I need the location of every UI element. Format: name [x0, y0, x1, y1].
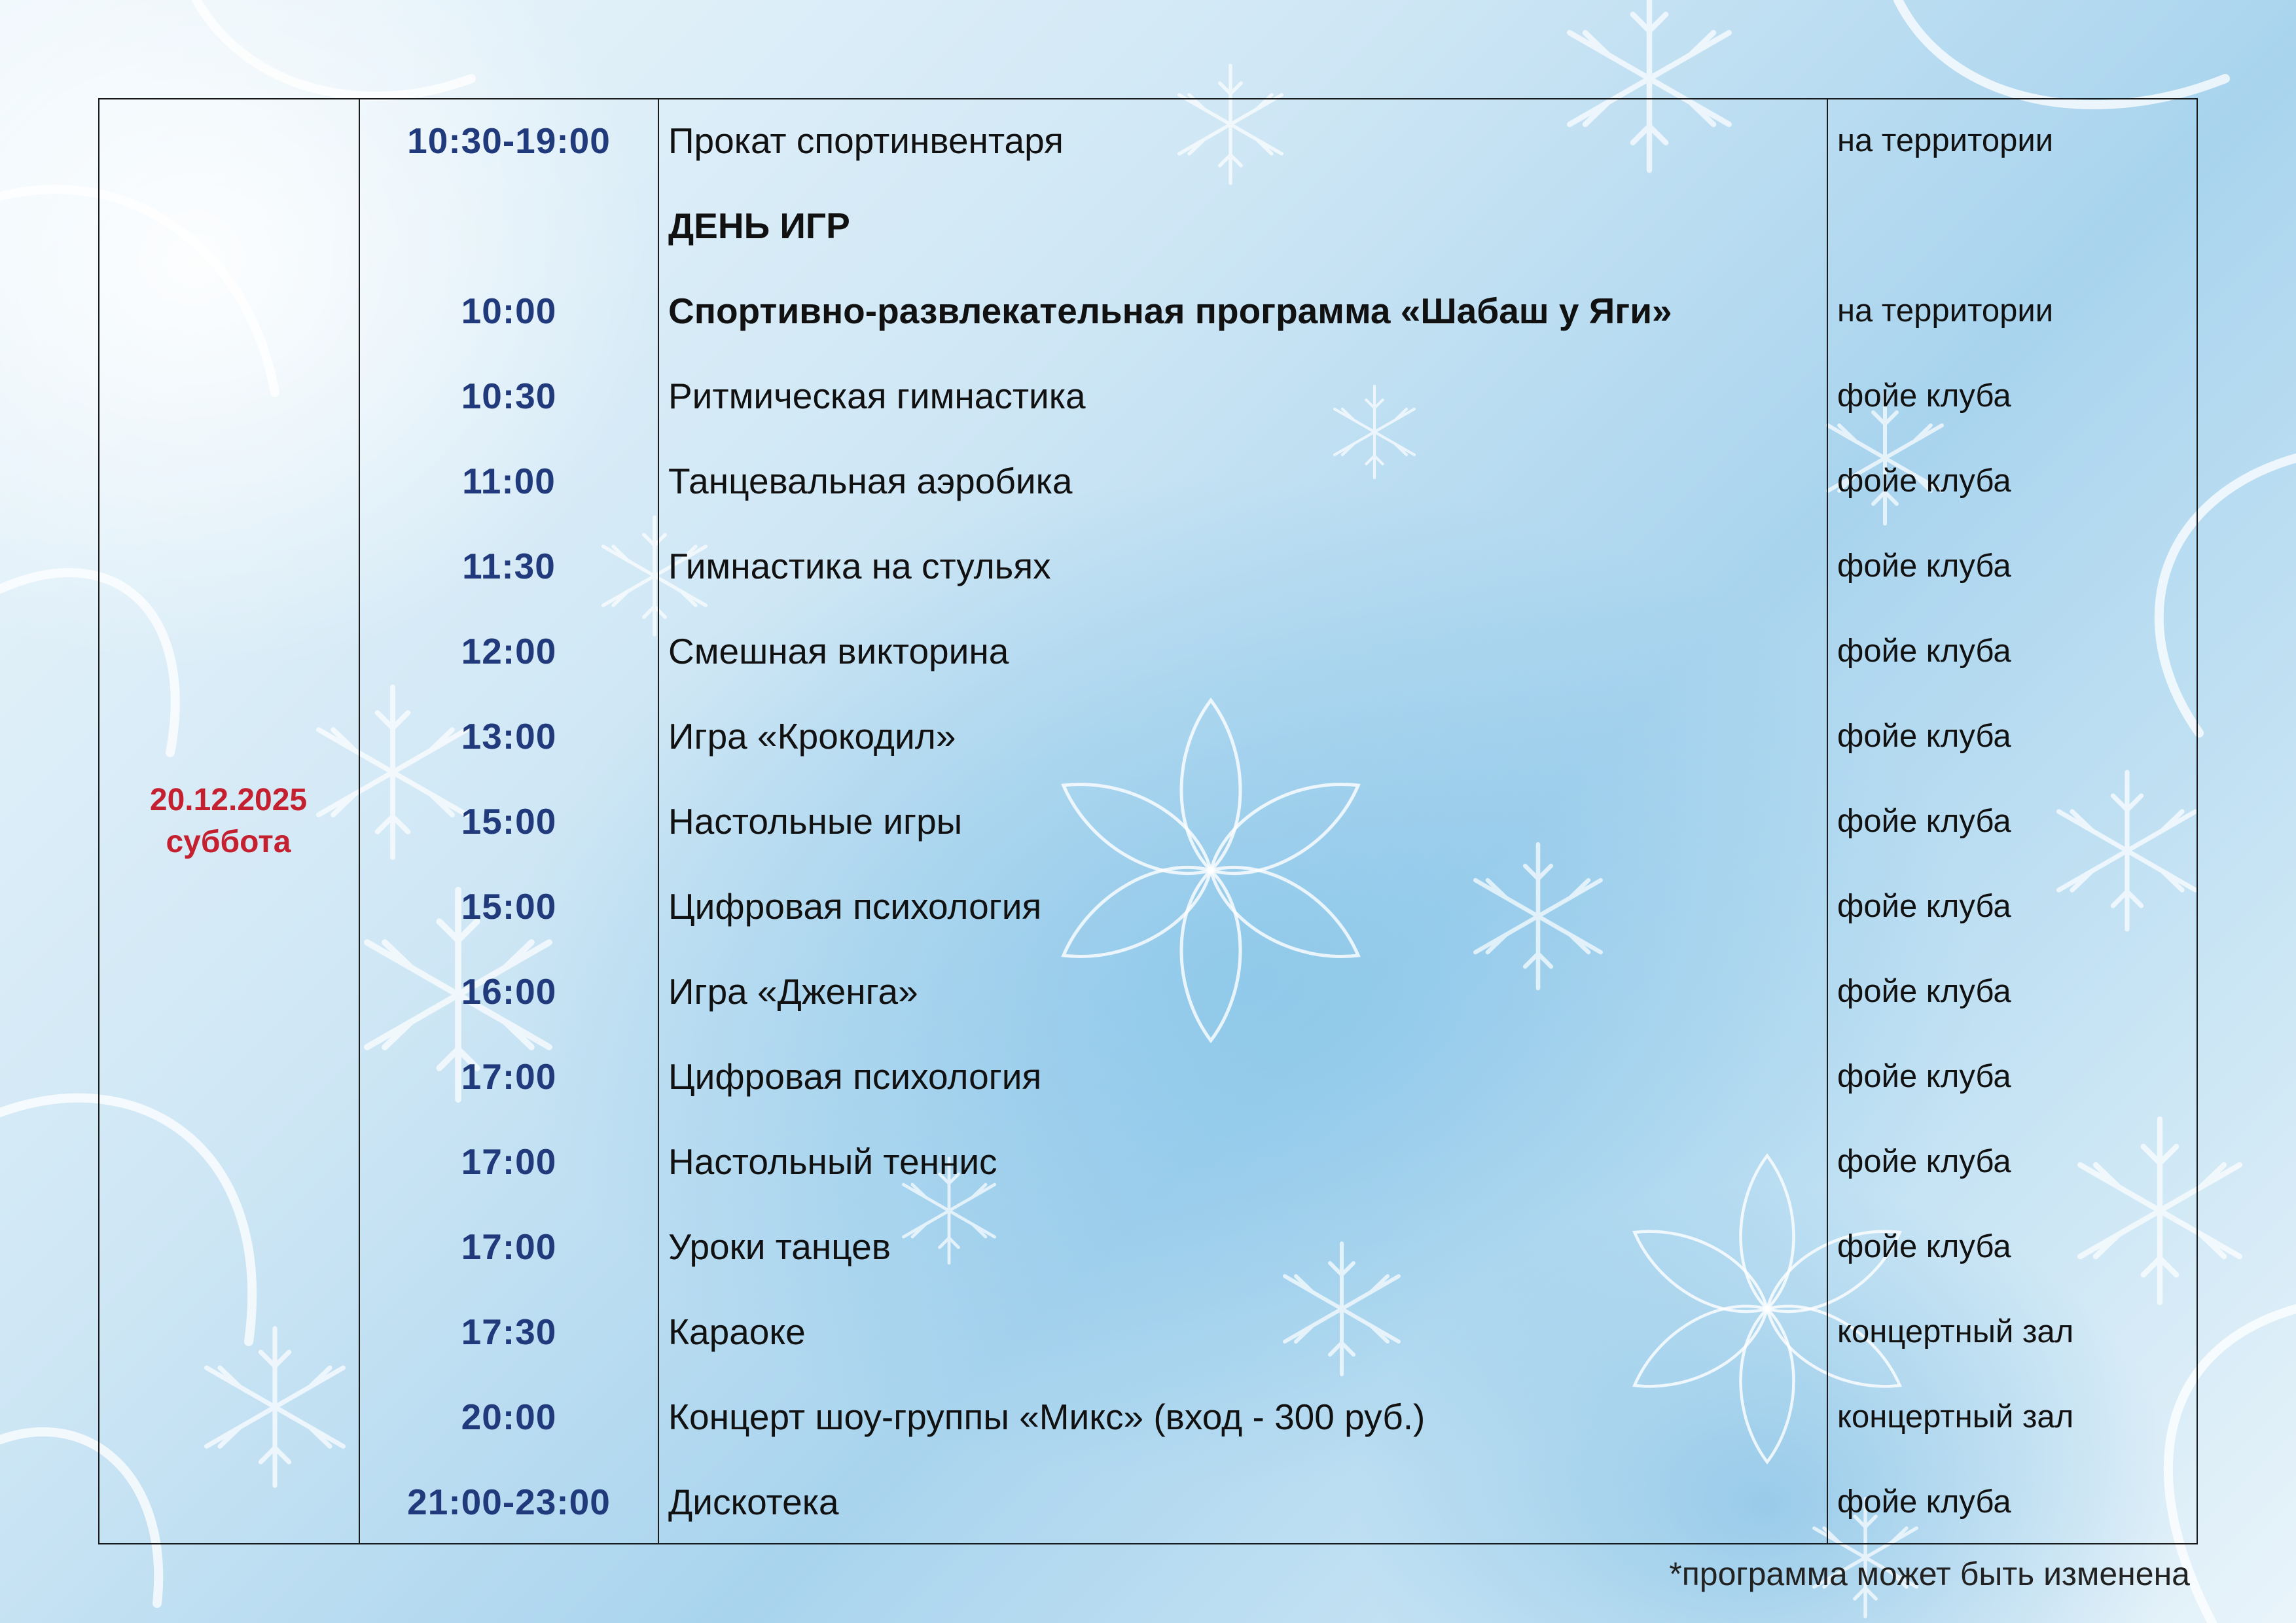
time-cell [359, 98, 658, 183]
event-cell [658, 183, 1827, 268]
event-place: на территории [1837, 123, 2054, 158]
table-row [98, 1459, 2198, 1544]
event-time: 20:00 [461, 1397, 557, 1437]
table-row [98, 1374, 2198, 1459]
event-cell [658, 694, 1827, 779]
event-time: 21:00-23:00 [407, 1482, 611, 1522]
event-place: концертный зал [1837, 1399, 2074, 1435]
event-date: 20.12.2025 [149, 783, 308, 817]
event-cell [658, 1459, 1827, 1544]
event-place: фойе клуба [1837, 548, 2011, 584]
event-cell [658, 524, 1827, 609]
event-title: Караоке [668, 1311, 806, 1352]
time-cell [359, 1374, 658, 1459]
event-title: Настольные игры [668, 801, 963, 842]
table-row [98, 1034, 2198, 1119]
time-cell [359, 949, 658, 1034]
event-time: 10:00 [461, 291, 557, 331]
event-cell [658, 268, 1827, 353]
time-cell [359, 183, 658, 268]
event-place: фойе клуба [1837, 1229, 2011, 1264]
event-title: Дискотека [668, 1482, 839, 1522]
place-cell [1827, 1459, 2198, 1544]
event-cell [658, 949, 1827, 1034]
table-row [98, 438, 2198, 524]
event-cell [658, 1119, 1827, 1204]
table-row [98, 694, 2198, 779]
table-row [98, 98, 2198, 183]
event-place: фойе клуба [1837, 1144, 2011, 1179]
place-cell [1827, 1119, 2198, 1204]
date-cell [98, 98, 359, 1544]
event-weekday: суббота [166, 825, 291, 859]
place-cell [1827, 779, 2198, 864]
place-cell [1827, 98, 2198, 183]
event-title: Настольный теннис [668, 1141, 997, 1182]
table-row [98, 268, 2198, 353]
event-cell [658, 98, 1827, 183]
event-place: фойе клуба [1837, 633, 2011, 669]
place-cell [1827, 694, 2198, 779]
table-row [98, 524, 2198, 609]
table-row [98, 609, 2198, 694]
place-cell [1827, 1374, 2198, 1459]
event-title: Цифровая психология [668, 1056, 1042, 1097]
event-place: фойе клуба [1837, 1059, 2011, 1094]
event-time: 17:00 [461, 1226, 557, 1267]
event-place: концертный зал [1837, 1314, 2074, 1349]
event-cell [658, 1374, 1827, 1459]
time-cell [359, 1034, 658, 1119]
time-cell [359, 1119, 658, 1204]
event-title: Игра «Крокодил» [668, 716, 956, 757]
table-row [98, 949, 2198, 1034]
program-note: *программа может быть изменена [1669, 1556, 2190, 1592]
time-cell [359, 864, 658, 949]
place-cell [1827, 609, 2198, 694]
place-cell [1827, 268, 2198, 353]
event-place: на территории [1837, 293, 2054, 329]
time-cell [359, 268, 658, 353]
place-cell [1827, 1204, 2198, 1289]
time-cell [359, 1459, 658, 1544]
event-cell [658, 438, 1827, 524]
time-cell [359, 524, 658, 609]
table-row [98, 1119, 2198, 1204]
time-cell [359, 609, 658, 694]
place-cell [1827, 524, 2198, 609]
event-time: 10:30-19:00 [407, 120, 611, 161]
table-row [98, 183, 2198, 268]
event-cell [658, 609, 1827, 694]
event-place: фойе клуба [1837, 804, 2011, 839]
time-cell [359, 694, 658, 779]
time-cell [359, 1289, 658, 1374]
place-cell [1827, 183, 2198, 268]
place-cell [1827, 864, 2198, 949]
event-place: фойе клуба [1837, 1484, 2011, 1520]
event-title: Спортивно-развлекательная программа «Шабаш у Яги» [668, 291, 1672, 331]
event-title: ДЕНЬ ИГР [668, 205, 850, 246]
event-place: фойе клуба [1837, 463, 2011, 499]
time-cell [359, 438, 658, 524]
time-cell [359, 353, 658, 438]
time-cell [359, 1204, 658, 1289]
event-title: Танцевальная аэробика [668, 461, 1073, 501]
event-title: Ритмическая гимнастика [668, 376, 1086, 416]
event-time: 11:00 [462, 461, 556, 501]
event-time: 17:30 [461, 1311, 557, 1352]
schedule-table [98, 98, 2198, 1544]
event-place: фойе клуба [1837, 889, 2011, 924]
event-cell [658, 1034, 1827, 1119]
event-title: Концерт шоу-группы «Микс» (вход - 300 руб.) [668, 1397, 1426, 1437]
event-cell [658, 1289, 1827, 1374]
event-cell [658, 1204, 1827, 1289]
event-cell [658, 864, 1827, 949]
time-cell [359, 779, 658, 864]
event-title: Цифровая психология [668, 886, 1042, 927]
place-cell [1827, 949, 2198, 1034]
event-title: Гимнастика на стульях [668, 546, 1051, 586]
place-cell [1827, 438, 2198, 524]
event-title: Игра «Дженга» [668, 971, 918, 1012]
table-row [98, 864, 2198, 949]
event-title: Прокат спортинвентаря [668, 120, 1064, 161]
event-time: 15:00 [461, 886, 557, 927]
event-title: Смешная викторина [668, 631, 1009, 671]
event-time: 17:00 [461, 1056, 557, 1097]
place-cell [1827, 353, 2198, 438]
table-row [98, 1289, 2198, 1374]
event-time: 13:00 [461, 716, 557, 757]
event-cell [658, 353, 1827, 438]
event-time: 10:30 [461, 376, 557, 416]
place-cell [1827, 1034, 2198, 1119]
table-row [98, 353, 2198, 438]
table-row [98, 1204, 2198, 1289]
event-time: 17:00 [461, 1141, 557, 1182]
event-time: 12:00 [461, 631, 557, 671]
event-place: фойе клуба [1837, 719, 2011, 754]
event-place: фойе клуба [1837, 974, 2011, 1009]
event-time: 15:00 [461, 801, 557, 842]
table-row [98, 779, 2198, 864]
event-place: фойе клуба [1837, 378, 2011, 414]
place-cell [1827, 1289, 2198, 1374]
event-time: 16:00 [461, 971, 557, 1012]
event-time: 11:30 [462, 546, 556, 586]
event-title: Уроки танцев [668, 1226, 891, 1267]
event-cell [658, 779, 1827, 864]
